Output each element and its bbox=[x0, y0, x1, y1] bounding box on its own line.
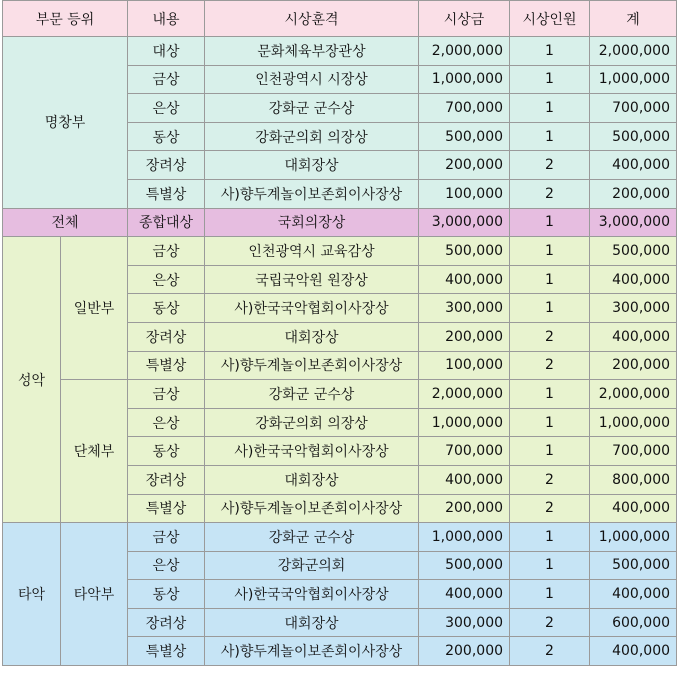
division-cell: 전체 bbox=[3, 208, 128, 237]
subdivision-cell: 타악부 bbox=[61, 523, 128, 666]
content-cell: 금상 bbox=[128, 65, 205, 94]
prize-money-cell: 200,000 bbox=[419, 151, 510, 180]
header-total: 계 bbox=[590, 1, 677, 37]
award-title-cell: 사)향두계놀이보존회이사장상 bbox=[205, 351, 419, 380]
awards-table bbox=[2, 0, 677, 666]
award-title-cell: 사)한국국악협회이사장상 bbox=[205, 437, 419, 466]
recipients-cell: 1 bbox=[510, 37, 590, 66]
award-title-cell: 국회의장상 bbox=[205, 208, 419, 237]
total-cell: 1,000,000 bbox=[590, 523, 677, 552]
recipients-cell: 1 bbox=[510, 580, 590, 609]
recipients-cell: 1 bbox=[510, 265, 590, 294]
content-cell: 동상 bbox=[128, 122, 205, 151]
content-cell: 동상 bbox=[128, 437, 205, 466]
header-award-title: 시상훈격 bbox=[205, 1, 419, 37]
prize-money-cell: 700,000 bbox=[419, 437, 510, 466]
total-cell: 400,000 bbox=[590, 265, 677, 294]
award-title-cell: 대회장상 bbox=[205, 608, 419, 637]
table-row bbox=[3, 208, 677, 237]
total-cell: 2,000,000 bbox=[590, 380, 677, 409]
total-cell: 1,000,000 bbox=[590, 408, 677, 437]
recipients-cell: 1 bbox=[510, 523, 590, 552]
content-cell: 금상 bbox=[128, 237, 205, 266]
total-cell: 500,000 bbox=[590, 122, 677, 151]
content-cell: 금상 bbox=[128, 523, 205, 552]
award-title-cell: 사)향두계놀이보존회이사장상 bbox=[205, 637, 419, 666]
prize-money-cell: 500,000 bbox=[419, 122, 510, 151]
recipients-cell: 2 bbox=[510, 465, 590, 494]
award-title-cell: 강화군 군수상 bbox=[205, 523, 419, 552]
awards-table-body bbox=[3, 1, 677, 666]
award-title-cell: 국립국악원 원장상 bbox=[205, 265, 419, 294]
total-cell: 1,000,000 bbox=[590, 65, 677, 94]
recipients-cell: 2 bbox=[510, 179, 590, 208]
prize-money-cell: 200,000 bbox=[419, 637, 510, 666]
prize-money-cell: 3,000,000 bbox=[419, 208, 510, 237]
content-cell: 종합대상 bbox=[128, 208, 205, 237]
content-cell: 장려상 bbox=[128, 322, 205, 351]
table-row bbox=[3, 380, 677, 409]
award-title-cell: 강화군 군수상 bbox=[205, 94, 419, 123]
prize-money-cell: 500,000 bbox=[419, 551, 510, 580]
total-cell: 600,000 bbox=[590, 608, 677, 637]
award-title-cell: 사)한국국악협회이사장상 bbox=[205, 580, 419, 609]
total-cell: 3,000,000 bbox=[590, 208, 677, 237]
table-row bbox=[3, 237, 677, 266]
content-cell: 은상 bbox=[128, 265, 205, 294]
award-title-cell: 인천광역시 교육감상 bbox=[205, 237, 419, 266]
header-row bbox=[3, 1, 677, 37]
content-cell: 장려상 bbox=[128, 465, 205, 494]
division-cell: 명창부 bbox=[3, 37, 128, 209]
content-cell: 대상 bbox=[128, 37, 205, 66]
total-cell: 500,000 bbox=[590, 237, 677, 266]
recipients-cell: 1 bbox=[510, 94, 590, 123]
prize-money-cell: 300,000 bbox=[419, 608, 510, 637]
total-cell: 400,000 bbox=[590, 322, 677, 351]
award-title-cell: 인천광역시 시장상 bbox=[205, 65, 419, 94]
recipients-cell: 1 bbox=[510, 122, 590, 151]
recipients-cell: 2 bbox=[510, 322, 590, 351]
content-cell: 은상 bbox=[128, 94, 205, 123]
total-cell: 2,000,000 bbox=[590, 37, 677, 66]
content-cell: 동상 bbox=[128, 294, 205, 323]
recipients-cell: 1 bbox=[510, 408, 590, 437]
recipients-cell: 2 bbox=[510, 637, 590, 666]
content-cell: 은상 bbox=[128, 408, 205, 437]
prize-money-cell: 2,000,000 bbox=[419, 37, 510, 66]
recipients-cell: 1 bbox=[510, 294, 590, 323]
recipients-cell: 2 bbox=[510, 151, 590, 180]
prize-money-cell: 1,000,000 bbox=[419, 65, 510, 94]
prize-money-cell: 1,000,000 bbox=[419, 523, 510, 552]
prize-money-cell: 700,000 bbox=[419, 94, 510, 123]
total-cell: 400,000 bbox=[590, 637, 677, 666]
total-cell: 400,000 bbox=[590, 151, 677, 180]
content-cell: 은상 bbox=[128, 551, 205, 580]
award-title-cell: 대회장상 bbox=[205, 151, 419, 180]
division-cell: 타악 bbox=[3, 523, 61, 666]
content-cell: 동상 bbox=[128, 580, 205, 609]
total-cell: 400,000 bbox=[590, 494, 677, 523]
table-row bbox=[3, 523, 677, 552]
subdivision-cell: 단체부 bbox=[61, 380, 128, 523]
prize-money-cell: 400,000 bbox=[419, 465, 510, 494]
prize-money-cell: 100,000 bbox=[419, 351, 510, 380]
division-cell: 성악 bbox=[3, 237, 61, 523]
header-content: 내용 bbox=[128, 1, 205, 37]
recipients-cell: 1 bbox=[510, 208, 590, 237]
total-cell: 800,000 bbox=[590, 465, 677, 494]
content-cell: 특별상 bbox=[128, 179, 205, 208]
total-cell: 700,000 bbox=[590, 437, 677, 466]
award-title-cell: 사)향두계놀이보존회이사장상 bbox=[205, 179, 419, 208]
award-title-cell: 대회장상 bbox=[205, 465, 419, 494]
award-title-cell: 강화군의회 의장상 bbox=[205, 122, 419, 151]
prize-money-cell: 1,000,000 bbox=[419, 408, 510, 437]
header-division-rank: 부문 등위 bbox=[3, 1, 128, 37]
content-cell: 특별상 bbox=[128, 494, 205, 523]
content-cell: 특별상 bbox=[128, 351, 205, 380]
award-title-cell: 대회장상 bbox=[205, 322, 419, 351]
recipients-cell: 2 bbox=[510, 351, 590, 380]
prize-money-cell: 2,000,000 bbox=[419, 380, 510, 409]
total-cell: 400,000 bbox=[590, 580, 677, 609]
content-cell: 금상 bbox=[128, 380, 205, 409]
award-title-cell: 강화군 군수상 bbox=[205, 380, 419, 409]
recipients-cell: 1 bbox=[510, 65, 590, 94]
prize-money-cell: 200,000 bbox=[419, 494, 510, 523]
prize-money-cell: 300,000 bbox=[419, 294, 510, 323]
award-title-cell: 사)한국국악협회이사장상 bbox=[205, 294, 419, 323]
recipients-cell: 1 bbox=[510, 437, 590, 466]
content-cell: 장려상 bbox=[128, 151, 205, 180]
prize-money-cell: 500,000 bbox=[419, 237, 510, 266]
subdivision-cell: 일반부 bbox=[61, 237, 128, 380]
table-row bbox=[3, 37, 677, 66]
prize-money-cell: 200,000 bbox=[419, 322, 510, 351]
award-title-cell: 문화체육부장관상 bbox=[205, 37, 419, 66]
recipients-cell: 1 bbox=[510, 551, 590, 580]
recipients-cell: 2 bbox=[510, 608, 590, 637]
header-recipients: 시상인원 bbox=[510, 1, 590, 37]
prize-money-cell: 400,000 bbox=[419, 265, 510, 294]
recipients-cell: 1 bbox=[510, 380, 590, 409]
total-cell: 200,000 bbox=[590, 351, 677, 380]
total-cell: 300,000 bbox=[590, 294, 677, 323]
prize-money-cell: 400,000 bbox=[419, 580, 510, 609]
award-title-cell: 강화군의회 bbox=[205, 551, 419, 580]
recipients-cell: 1 bbox=[510, 237, 590, 266]
content-cell: 특별상 bbox=[128, 637, 205, 666]
content-cell: 장려상 bbox=[128, 608, 205, 637]
header-prize-money: 시상금 bbox=[419, 1, 510, 37]
recipients-cell: 2 bbox=[510, 494, 590, 523]
prize-money-cell: 100,000 bbox=[419, 179, 510, 208]
award-title-cell: 강화군의회 의장상 bbox=[205, 408, 419, 437]
total-cell: 700,000 bbox=[590, 94, 677, 123]
total-cell: 200,000 bbox=[590, 179, 677, 208]
award-title-cell: 사)향두계놀이보존회이사장상 bbox=[205, 494, 419, 523]
total-cell: 500,000 bbox=[590, 551, 677, 580]
